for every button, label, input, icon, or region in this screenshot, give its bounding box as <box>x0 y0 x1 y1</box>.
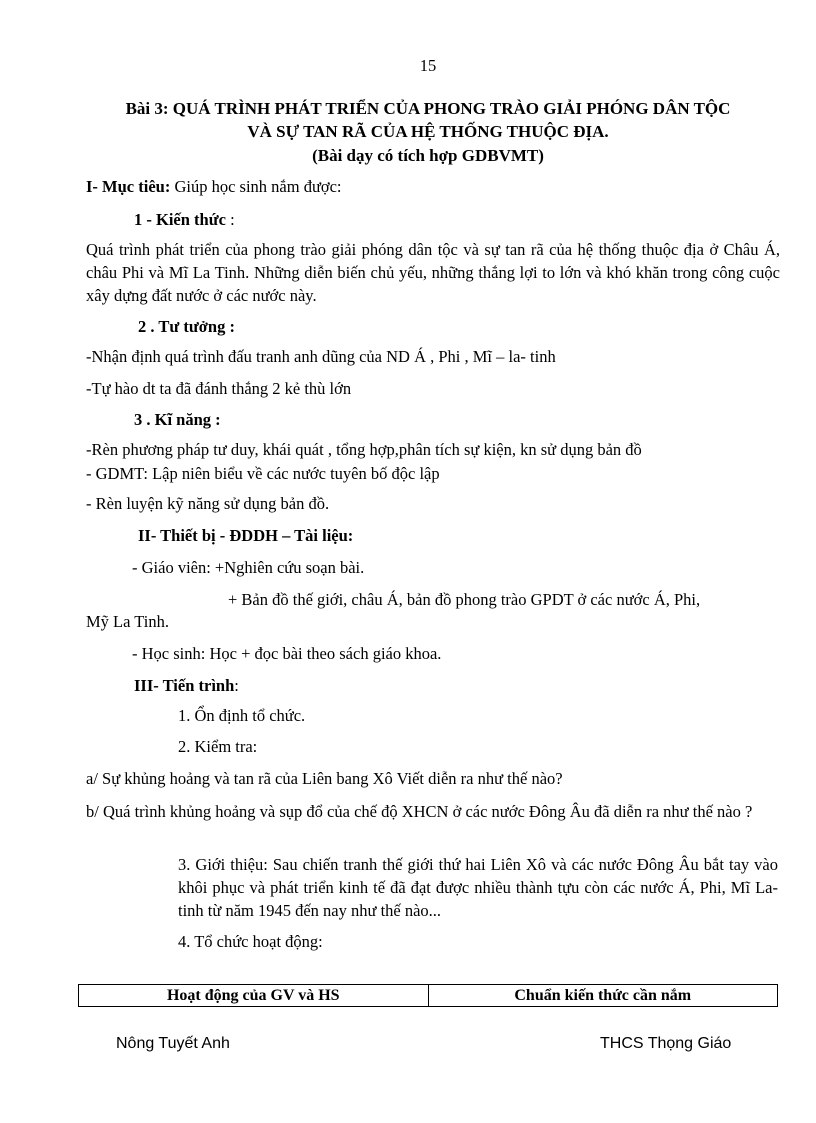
table-header-row <box>79 985 778 1007</box>
question-b: b/ Quá trình khủng hoảng và sụp đổ của chế độ XHCN ở các nước Đông Âu đã diễn ra như thế nào ? <box>86 802 753 821</box>
step-2: 2. Kiểm tra: <box>178 737 258 756</box>
thought-heading: 2 . Tư tưởng : <box>138 317 235 336</box>
teacher-prep-1: - Giáo viên: +Nghiên cứu soạn bài. <box>132 558 365 577</box>
knowledge-heading <box>134 210 235 230</box>
lesson-title-line1: Bài 3: QUÁ TRÌNH PHÁT TRIỂN CỦA PHONG TRÀO GIẢI PHÓNG DÂN TỘC <box>125 99 731 118</box>
step-1: 1. Ổn định tổ chức. <box>178 706 306 725</box>
skills-item-1: -Rèn phương pháp tư duy, khái quát , tổng hợp,phân tích sự kiện, kn sử dụng bản đồ <box>86 440 642 459</box>
activity-table-header <box>78 984 778 1007</box>
knowledge-paragraph: Quá trình phát triển của phong trào giải phóng dân tộc và sự tan rã của hệ thống thuộc địa ở Châu Á, châu Phi và Mĩ La Tinh. Những diễn biến chủ yếu, những thắng lợi to lớn và khó khăn trong công cuộc xây dựng đất nước ở các nước này. <box>86 240 780 305</box>
lesson-title-line2: VÀ SỰ TAN RÃ CỦA HỆ THỐNG THUỘC ĐỊA. <box>247 122 609 141</box>
step-3-introduction: 3. Giới thiệu: Sau chiến tranh thế giới thứ hai Liên Xô và các nước Đông Âu bắt tay vào khôi phục và phát triển kinh tế đã đạt được nhiều thành tựu còn các nước Á, Phi, Mĩ La- tinh từ năm 1945 đến nay như thế nào... <box>178 855 778 920</box>
thought-item-1: -Nhận định quá trình đấu tranh anh dũng của ND Á , Phi , Mĩ – la- tinh <box>86 347 556 366</box>
knowledge-colon: : <box>225 210 235 229</box>
objectives-heading <box>86 177 342 197</box>
table-header-activities: Hoạt động của GV và HS <box>79 985 429 1007</box>
teacher-prep-3: Mỹ La Tinh. <box>86 612 169 631</box>
skills-item-2: - GDMT: Lập niên biểu về các nước tuyên bố độc lập <box>86 464 440 483</box>
objectives-text: Giúp học sinh nắm được: <box>170 177 342 196</box>
page-number: 15 <box>419 56 437 75</box>
objectives-label: I- Mục tiêu: <box>86 177 171 196</box>
student-prep: - Học sinh: Học + đọc bài theo sách giáo khoa. <box>132 644 442 663</box>
step-4: 4. Tổ chức hoạt động: <box>178 932 323 951</box>
process-heading <box>134 676 239 696</box>
skills-item-3: - Rèn luyện kỹ năng sử dụng bản đồ. <box>86 494 330 513</box>
teacher-prep-2: + Bản đồ thế giới, châu Á, bản đồ phong trào GPDT ở các nước Á, Phi, <box>228 590 701 609</box>
process-label: III- Tiến trình <box>134 676 235 695</box>
question-a: a/ Sự khủng hoảng và tan rã của Liên bang Xô Viết diễn ra như thế nào? <box>86 769 563 788</box>
thought-item-2: -Tự hào dt ta đã đánh thắng 2 kẻ thù lớn <box>86 379 352 398</box>
process-colon: : <box>234 676 239 695</box>
equipment-heading: II- Thiết bị - ĐDDH – Tài liệu: <box>138 526 354 545</box>
lesson-subtitle: (Bài dạy có tích hợp GDBVMT) <box>312 146 544 165</box>
skills-heading: 3 . Kĩ năng : <box>134 410 221 429</box>
knowledge-label: 1 - Kiến thức <box>134 210 226 229</box>
footer-author: Nông Tuyết Anh <box>116 1035 230 1052</box>
footer-school: THCS Thọng Giáo <box>600 1035 732 1052</box>
table-header-knowledge: Chuẩn kiến thức cần nắm <box>428 985 778 1007</box>
